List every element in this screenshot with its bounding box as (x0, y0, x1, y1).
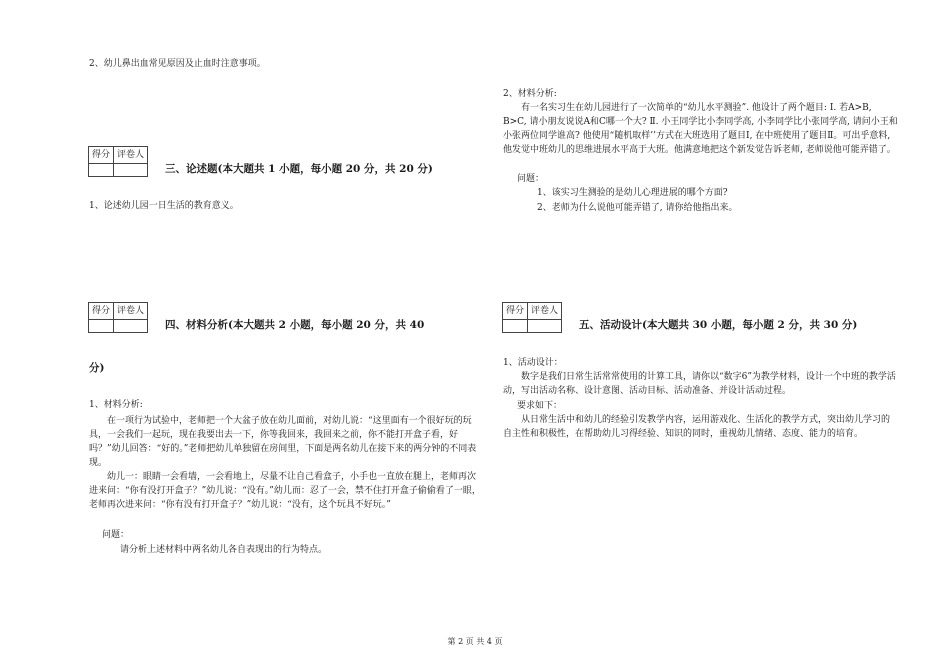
score-label: 得分 (89, 303, 114, 320)
reviewer-cell (528, 320, 562, 333)
material-question: 请分析上述材料中两名幼儿各自表现出的行为特点。 (120, 545, 328, 555)
score-box-section3 (88, 146, 148, 177)
score-box-section4 (88, 302, 148, 333)
requirements-label: 要求如下： (517, 401, 563, 411)
section4-question-1-label: 1、材料分析: (89, 400, 143, 410)
section3-title: 三、论述题(本大题共 1 小题，每小题 20 分，共 20 分) (165, 163, 433, 175)
score-cell (89, 320, 114, 333)
score-label: 得分 (503, 303, 528, 320)
reviewer-label: 评卷人 (114, 303, 148, 320)
section3-question-1: 1、论述幼儿园一日生活的教育意义。 (89, 201, 239, 211)
score-label: 得分 (89, 147, 114, 164)
score-cell (503, 320, 528, 333)
section4-title: 四、材料分析(本大题共 2 小题，每小题 20 分，共 40 (165, 319, 425, 331)
reviewer-label: 评卷人 (114, 147, 148, 164)
material-paragraph-2: 幼儿一：眼睛一会看墙，一会看地上，尽量不让自己看盒子，小手也一直放在腿上，老师再次进来问：“你有没打开盒子？”幼儿说：“没有。”幼儿而：忍了一会，禁不住打开盒子偷偷看了一眼，老师再次进来问：“你有没有打开盒子？”幼儿说：“没有，这个玩具不好玩。” (89, 472, 481, 510)
activity-paragraph-2: 从日常生活中和幼儿的经验引发教学内容，运用游戏化、生活化的教学方式，突出幼儿学习的自主性和积极性，在帮助幼儿习得经验、知识的同时，重视幼儿情绪、态度、能力的培育。 (503, 415, 891, 439)
score-cell (89, 164, 114, 177)
reviewer-label: 评卷人 (528, 303, 562, 320)
section5-question-1-label: 1、活动设计： (503, 358, 563, 368)
question-label: 问题： (102, 530, 130, 540)
question-nosebleed: 2、幼儿鼻出血常见原因及止血时注意事项。 (89, 59, 266, 69)
right-question-2-label: 2、材料分析: (503, 89, 557, 99)
right-question-label: 问题： (517, 174, 545, 184)
page-number: 第 2 页 共 4 页 (447, 637, 503, 646)
score-box-section5 (502, 302, 562, 333)
activity-paragraph-1: 数字是我们日常生活常常使用的计算工具，请你以“数字6”为教学材料，设计一个中班的教学活动，写出活动名称、设计意图、活动目标、活动准备、并设计活动过程。 (503, 372, 896, 396)
reviewer-cell (114, 320, 148, 333)
material-paragraph-1: 在一项行为试验中，老师把一个大盆子放在幼儿面前，对幼儿说：“这里面有一个很好玩的玩具，一会我们一起玩，现在我要出去一下，你等我回来，我回来之前，你不能打开盒子看，好吗？”幼儿回答：“好的。”老师把幼儿单独留在房间里，下面是两名幼儿在接下来的两分钟的不同表现。 (89, 416, 477, 468)
section4-title-continued: 分) (89, 362, 105, 374)
section5-title: 五、活动设计(本大题共 30 小题，每小题 2 分，共 30 分) (579, 319, 858, 331)
right-material-paragraph: 有一名实习生在幼儿园进行了一次简单的“幼儿水平测验”. 他设计了两个题目: Ⅰ. 若A>B, B>C, 请小朋友说说A和C哪一个大? Ⅱ. 小王同学比小李同学高, 小李同学比小张同学高, 请问小王和小张两位同学谁高? 他使用“随机取样’’方式在大班选用了题目Ⅰ, 在中班使用了题目Ⅱ。可出乎意料, 他发觉中班幼儿的思维进展水平高于大班。他满意地把这个新发觉告诉老师, 老师说他可能弄错了。 (503, 103, 898, 155)
right-question-a: 1、该实习生测验的是幼儿心理进展的哪个方面? (537, 188, 728, 198)
reviewer-cell (114, 164, 148, 177)
right-question-b: 2、老师为什么说他可能弄错了, 请你给他指出来。 (537, 203, 738, 213)
